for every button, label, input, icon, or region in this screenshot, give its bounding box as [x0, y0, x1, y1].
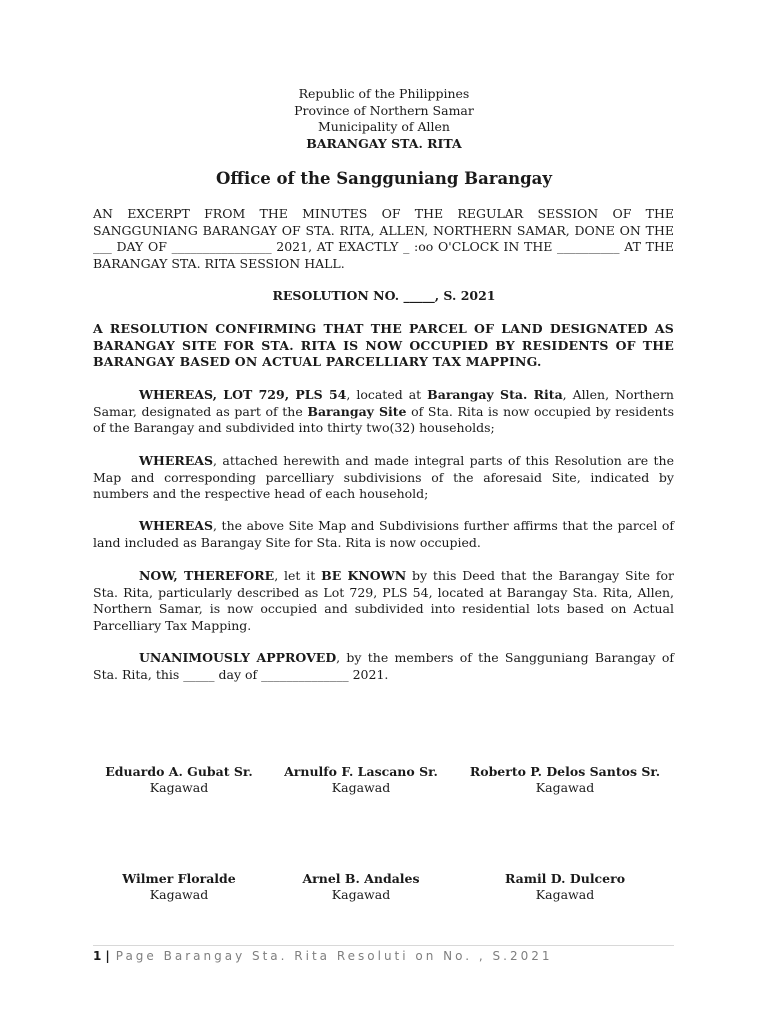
whereas-1-lead: WHEREAS, LOT 729, PLS 54	[139, 387, 347, 402]
whereas-3-text: , the above Site Map and Subdivisions further affirms that the parcel of land included as Barangay Site for Sta. Rita is now occupied.	[93, 518, 674, 550]
signatory-title: Kagawad	[331, 780, 391, 795]
signatory-title: Kagawad	[149, 887, 209, 902]
approved-paragraph	[93, 650, 674, 683]
footer-divider	[93, 945, 674, 946]
footer-text: Page Barangay Sta. Rita Resoluti on No. , S.2021	[115, 949, 553, 963]
signatory-name: Eduardo A. Gubat Sr.	[105, 764, 253, 779]
signatory-title: Kagawad	[535, 780, 595, 795]
page-footer	[93, 949, 553, 963]
signatory-title: Kagawad	[149, 780, 209, 795]
now-therefore-lead: NOW, THEREFORE	[139, 568, 275, 583]
whereas-1-text-a: , located at	[346, 387, 428, 402]
whereas-paragraph-2	[93, 453, 674, 503]
signatory-5	[272, 871, 450, 903]
whereas-paragraph-3	[93, 518, 674, 551]
whereas-1-bold-b: Barangay Site	[307, 403, 407, 419]
footer-page-number: 1	[93, 949, 102, 963]
approved-lead: UNANIMOUSLY APPROVED	[139, 650, 337, 665]
signatory-4	[93, 871, 265, 903]
signatory-3	[460, 764, 670, 796]
signatory-name: Arnel B. Andales	[302, 871, 420, 886]
signatory-name: Roberto P. Delos Santos Sr.	[469, 764, 661, 779]
now-therefore-text-b: by this Deed that the Barangay Site for Sta. Rita, particularly described as Lot 729, PLS 54, located at Barangay Sta. Rita, Allen, Northern Samar, is now occupied and subdivided into residential lots based on Actual Parcelliary Tax Mapping.	[93, 568, 675, 633]
signatory-6	[460, 871, 670, 903]
resolution-number: RESOLUTION NO. _____, S. 2021	[272, 288, 496, 303]
office-title: Office of the Sangguniang Barangay	[216, 169, 552, 188]
signatory-name: Ramil D. Dulcero	[504, 871, 626, 886]
footer-separator: |	[105, 949, 110, 963]
signatory-name: Wilmer Floralde	[122, 871, 236, 886]
whereas-2-lead: WHEREAS	[139, 453, 214, 468]
now-therefore-text-a: , let it	[274, 568, 322, 583]
now-therefore-bold: BE KNOWN	[321, 568, 407, 583]
signatory-1	[93, 764, 265, 796]
signatory-name: Arnulfo F. Lascano Sr.	[284, 764, 438, 779]
whereas-3-lead: WHEREAS	[139, 518, 214, 533]
signatory-title: Kagawad	[535, 887, 595, 902]
whereas-2-text: , attached herewith and made integral parts of this Resolution are the Map and corresponding parcelliary subdivisions of the aforesaid Site, indicated by numbers and the respective head of each household;	[93, 453, 674, 501]
approved-text: , by the members of the Sangguniang Barangay of Sta. Rita, this _____ day of ______________ 2021.	[93, 650, 674, 682]
whereas-1-bold-a: Barangay Sta. Rita	[427, 387, 563, 402]
whereas-1-text-c: of Sta. Rita is now occupied by residents of the Barangay and subdivided into thirty two(32) households;	[93, 403, 674, 435]
signatory-2	[272, 764, 450, 796]
whereas-1-text-b: , Allen, Northern Samar, designated as part of the	[93, 387, 674, 419]
signatory-title: Kagawad	[331, 887, 391, 902]
excerpt-paragraph: AN EXCERPT FROM THE MINUTES OF THE REGULAR SESSION OF THE SANGGUNIANG BARANGAY OF STA. RITA, ALLEN, NORTHERN SAMAR, DONE ON THE ___ DAY OF ________________ 2021, AT EXACTLY _ :oo O'CLOCK IN THE __________ AT THE BARANGAY STA. RITA SESSION HALL.	[93, 206, 674, 271]
header-province: Province of Northern Samar	[294, 102, 474, 118]
header-municipality: Municipality of Allen	[317, 119, 450, 134]
now-therefore-paragraph	[93, 568, 674, 634]
whereas-paragraph-1	[93, 387, 674, 437]
header-barangay: BARANGAY STA. RITA	[306, 135, 462, 151]
header-republic: Republic of the Philippines	[298, 86, 470, 101]
resolution-title: A RESOLUTION CONFIRMING THAT THE PARCEL OF LAND DESIGNATED AS BARANGAY SITE FOR STA. RITA IS NOW OCCUPIED BY RESIDENTS OF THE BARANGAY BASED ON ACTUAL PARCELLIARY TAX MAPPING.	[93, 321, 674, 369]
